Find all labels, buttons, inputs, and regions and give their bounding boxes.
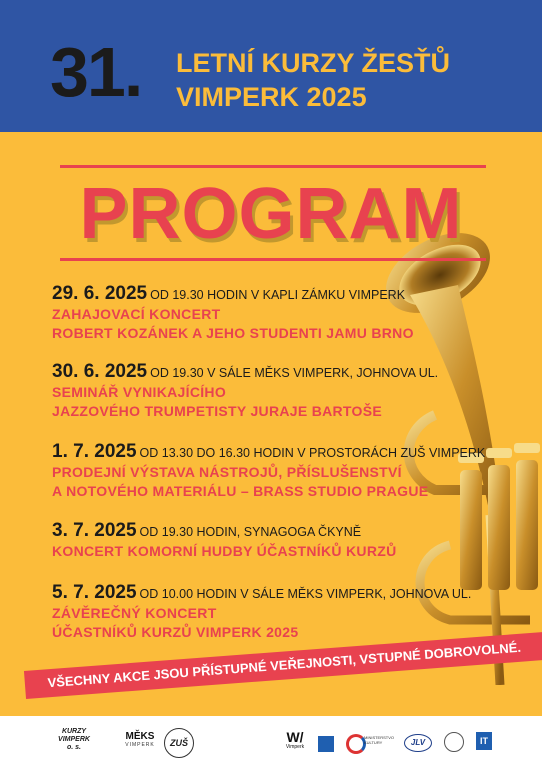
round-seal-logo [444,732,464,752]
kurzy-logo-line: o. s. [66,744,81,751]
ministry-emblem [346,734,366,754]
event-date: 1. 7. 2025 [52,441,137,462]
title-rule-bottom [60,258,486,261]
event-2 [52,361,438,421]
jlv-logo [404,734,432,752]
festival-title [176,46,450,114]
vimperk-w-mark: W/ [286,729,304,745]
valve-3 [516,460,538,590]
sponsor-square-logo [318,736,334,752]
sponsor-footer [0,716,542,768]
zus-logo [164,728,194,758]
event-5 [52,582,471,642]
vimperk-town-logo [284,730,306,750]
free-entry-banner: VŠECHNY AKCE JSOU PŘÍSTUPNÉ VEŘEJNOSTI, VSTUPNÉ DOBROVOLNÉ. [24,632,542,699]
ministry-line: MINISTERSTVO [364,735,395,740]
event-venue: OD 13.30 DO 16.30 HODIN V PROSTORÁCH ZUŠ VIMPERK [139,446,486,460]
event-title-line: ROBERT KOZÁNEK A JEHO STUDENTI JAMU BRNO [52,325,414,341]
jlv-logo-text: JLV [410,738,426,747]
kurzy-vimperk-logo [50,728,98,752]
meks-logo-sub: VIMPERK [125,742,155,748]
title-rule-top [60,165,486,168]
edition-number: 31. [50,33,142,111]
event-date: 5. 7. 2025 [52,582,137,603]
meks-logo [120,731,160,748]
event-date: 3. 7. 2025 [52,520,137,541]
kurzy-logo-line: VIMPERK [58,736,90,743]
event-title-line: PRODEJNÍ VÝSTAVA NÁSTROJŮ, PŘÍSLUŠENSTVÍ [52,464,402,480]
event-title-line: ZÁVĚREČNÝ KONCERT [52,605,217,621]
event-title-line: KONCERT KOMORNÍ HUDBY ÚČASTNÍKŮ KURZŮ [52,543,397,559]
kurzy-logo-line: KURZY [61,728,87,735]
event-title-line: A NOTOVÉHO MATERIÁLU – BRASS STUDIO PRAGUE [52,483,429,499]
event-venue: OD 19.30 HODIN, SYNAGOGA ČKYNĚ [139,525,362,539]
ministry-logo [364,735,394,745]
festival-title-line2: VIMPERK 2025 [176,82,367,112]
festival-title-line1: LETNÍ KURZY ŽESŤŮ [176,48,451,78]
event-title-line: ZAHAJOVACÍ KONCERT [52,306,221,322]
meks-logo-text: MĚKS [125,731,155,742]
event-4 [52,520,397,561]
event-venue: OD 19.30 HODIN V KAPLI ZÁMKU VIMPERK [150,288,406,302]
it-logo-text: IT [480,736,488,746]
event-3 [52,441,485,501]
ministry-line: KULTURY [364,740,383,745]
event-date: 30. 6. 2025 [52,361,148,382]
event-title-line: JAZZOVÉHO TRUMPETISTY JURAJE BARTOŠE [52,403,382,419]
event-title-line: SEMINÁŘ VYNIKAJÍCÍHO [52,384,227,400]
it-logo [476,732,492,750]
event-title-line: ÚČASTNÍKŮ KURZŮ VIMPERK 2025 [52,624,299,640]
program-title: PROGRAM [79,174,463,254]
valve-cap-3 [514,443,540,453]
vimperk-logo-text: Vimperk [285,744,305,750]
event-venue: OD 10.00 HODIN V SÁLE MĚKS VIMPERK, JOHNOVA UL. [139,587,472,601]
zus-logo-text: ZUŠ [170,738,188,748]
valve-2 [488,465,510,590]
valve-cap-2 [486,448,512,458]
event-date: 29. 6. 2025 [52,283,148,304]
header-band [0,0,542,132]
event-1 [52,283,414,343]
event-venue: OD 19.30 V SÁLE MĚKS VIMPERK, JOHNOVA UL. [150,366,439,380]
